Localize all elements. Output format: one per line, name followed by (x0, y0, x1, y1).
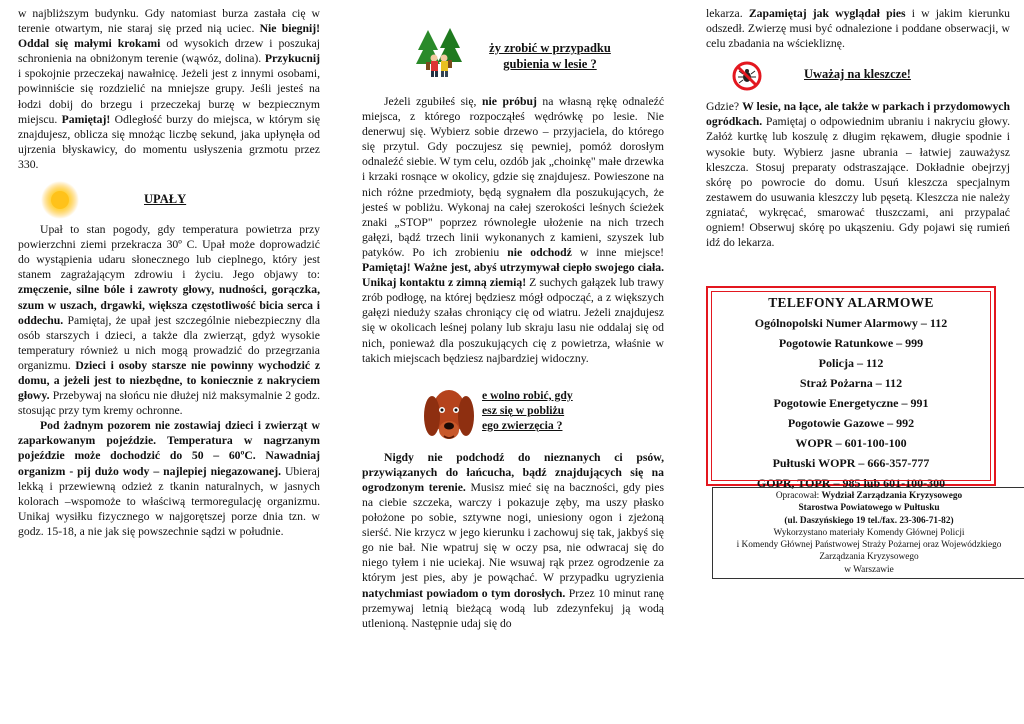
emergency-line: Ogólnopolski Numer Alarmowy – 112 (754, 316, 948, 330)
tick-section-header (706, 57, 1010, 99)
column-right (706, 6, 1010, 250)
sun-icon (40, 180, 80, 220)
storm-bold-3: Pamiętaj! (61, 112, 111, 126)
tick-paragraph (706, 99, 1010, 250)
tick-text-2: Pamiętaj o odpowiednim ubraniu i nakryciu głowy. Załóż kurtkę lub koszulę z długim rękawem, długie spodnie i wysokie buty. Wybierz jasne ubrania – łatwiej zauważysz kleszcza. Stosuj preparaty odstraszające. Dokładnie obejrzyj skórę po powrocie do domu. Usuń kleszcza specjalnym zestawem do usuwania kleszczy lub pęsetą. Kleszcza nie należy zgniatać, wykręcać, smarować tłuszczami, ani przypalać ogniem! Obserwuj skórę po ukąszeniu. Gdy pojawi się rumień idź do lekarza. (706, 115, 1011, 250)
lost-bold-1: nie próbuj (482, 95, 537, 108)
car-text: Ubieraj lekką i przewiewną odzież z tkanin naturalnych, w jasnych kolorach –wspomoże to właściwą termoregulację organizmu. Unikaj wysiłku fizycznego w najgorętszej porze dnia tzn. w godz. 15-18, a nie jak się powszechnie sądzi w południe. (18, 464, 321, 538)
dog-cont-text-2: i w jakim kierunku odszedł. Zwierzę musi być odnalezione i poddane obserwacji, w celu zbadania na wściekliznę. (706, 7, 1011, 51)
storm-text-3: i spokojnie przeczekaj nawałnicę. Jeżeli jest z innymi osobami, powinniście się rozdzielić na mniejsze grupy. Jeśli jesteś na łodzi dobij do brzegu i przeczekaj burzę w bezpiecznym miejscu. (18, 67, 320, 126)
heat-text-1: Upał to stan pogody, gdy temperatura powietrza przy powierzchni ziemi przekracza 30º C. Upał może doprowadzić do wystąpienia udaru słonecznego lub cieplnego, który jest stanem zagrażającym zdrowiu i życiu. Jego objawy to: (18, 223, 320, 282)
car-bold: Pod żadnym pozorem nie zostawiaj dzieci i zwierząt w zaparkowanym pojeździe. Temperatura w nagrzanym pojeździe może dochodzić do 50 – 60ºC. Nawadniaj organizm - pij dużo wody – najlepiej niegazowanej. (18, 419, 320, 478)
lost-section-header (362, 28, 664, 100)
credits-source-2: i Komendy Głównej Państwowej Straży Pożarnej oraz Wojewódzkiego (736, 540, 1002, 551)
dog-bold-1: Nigdy nie podchodź do nieznanych ci psów, przywiązanych do łańcucha, bądź znajdujących się na ogrodzonym terenie. (362, 450, 664, 494)
emergency-line: GOPR, TOPR – 985 lub 601-100-300 (756, 476, 946, 490)
storm-bold-1: Nie biegnij! Oddal się małymi krokami (18, 22, 321, 51)
heat-section-header (18, 180, 320, 220)
credits-address: (ul. Daszyńskiego 19 tel./fax. 23-306-71-82) (784, 515, 954, 526)
heat-title: UPAŁY (144, 192, 187, 207)
dog-cont-bold: Zapamiętaj jak wyglądał pies (748, 7, 906, 20)
credits-line-1 (713, 490, 1024, 502)
dog-title-line-3: ego zwierzęcia ? (482, 418, 563, 432)
lost-bold-3: Pamiętaj! Ważne jest, abyś utrzymywał ciepło swojego ciała. Unikaj kontaktu z zimną ziemią! (362, 261, 664, 290)
lost-title-line-1: ży zrobić w przypadku (489, 41, 611, 55)
heat-text-2: Pamiętaj, że upał jest szczególnie niebezpieczny dla osób starszych i dzieci, a także dla zwierząt, gdyż wysokie temperatury również u nich mogą prowadzić do przegrzania organizmu. (18, 313, 321, 372)
dog-title-line-1: e wolno robić, gdy (482, 388, 573, 402)
tick-text-1: Gdzie? (706, 100, 740, 114)
credits-org-2: Starostwa Powiatowego w Pułtusku (798, 503, 940, 514)
dog-paragraph (362, 450, 664, 631)
tick-bold: W lesie, na łące, ale także w parkach i przydomowych ogródkach. (706, 100, 1010, 129)
emergency-phones-title: TELEFONY ALARMOWE (768, 295, 934, 310)
column-left (18, 6, 320, 539)
storm-text-4: Odległość burzy do miejsca, w którym się znajdujesz, oblicza się mnożąc liczbę sekund, jaka upłynęła od ujrzenia błyskawicy, do momentu usłyszenia grzmotu przez 330. (18, 112, 321, 171)
heat-bold-2: Dzieci i osoby starsze nie powinny wychodzić z domu, a jeżeli jest to niezbędne, to koniecznie z nakryciem głowy. (18, 358, 321, 403)
credits-org-1: Wydział Zarządzania Kryzysowego (821, 491, 963, 501)
lost-text-1: Jeżeli zgubiłeś się, (384, 95, 477, 108)
emergency-line: Pogotowie Ratunkowe – 999 (778, 336, 924, 350)
dog-text-2: Przez 10 minut ranę przemywaj letnią bieżącą wodą lub zdezynfekuj ją wodą utlenioną. Następnie udaj się do (362, 586, 664, 630)
dog-text-1: Musisz mieć się na baczności, gdy pies na ciebie szczeka, warczy i pokazuje zęby, ma uszy płasko położone po sobie, sztywne nogi, uniesiony ogon i zjeżoną sierść. Nie krzycz w jego kierunku i zachowuj się tak, jakbyś się go nie bał. Nie wpatruj się w oczy psa, nie odwracaj się do niego tyłem i nie uciekaj. Nie wsuwaj rąk przez ogrodzenie za którym jest pies, aby je powąchać. W przypadku ugryzienia (362, 480, 665, 585)
storm-text-2: od wysokich drzew i poszukaj schronienia na obniżonym terenie (wąwóz, dolina). (18, 37, 321, 66)
dog-title-line-2: esz się w pobliżu (482, 403, 565, 417)
lost-paragraph (362, 94, 664, 366)
emergency-line: Pogotowie Energetyczne – 991 (773, 396, 929, 410)
emergency-phones-box (706, 286, 996, 490)
emergency-line: WOPR – 601-100-100 (795, 436, 907, 450)
credits-prefix: Opracował: (775, 491, 820, 501)
dog-cont-text-1: lekarza. (706, 7, 743, 20)
emergency-line: Pułtuski WOPR – 666-357-777 (772, 456, 930, 470)
dog-bold-2: natychmiast powiadom o tym dorosłych. (362, 586, 566, 600)
emergency-line: Straż Pożarna – 112 (799, 376, 903, 390)
lost-text-2: na własną rękę odnaleźć miejsca, z którego rozpocząłeś wędrówkę po lesie. Nie denerwuj się. Wybierz sobie drzewo – przyjaciela, do którego się przytul. Gdy poczujesz się pewniej, pomóż dorosłym odnaleźć siebie. W tym celu, ozdób jak „choinkę" małe drzewka i krzaki rosnące w okolicy, gdzie się znajdujesz. Powieszone na nich różne przedmioty, będą sygnałem dla poszukujących, że jesteś w pobliżu. Wykonaj na całej szerokości leśnych ścieżek znaki „STOP" poprzez równoległe ułożenie na nich trzech gałęzi, bądź trzech linii wykonanych z kamieni, szyszek lub patyków. Po ich zrobieniu (362, 95, 665, 259)
heat-bold-1: zmęczenie, silne bóle i zawroty głowy, nudności, gorączka, szum w uszach, drgawki, większa częstotliwość bicia serca i oddechu. (18, 283, 320, 327)
tick-title: Uważaj na kleszcze! (804, 67, 911, 82)
emergency-line: Policja – 112 (818, 356, 884, 370)
lost-bold-2: nie odchodź (507, 245, 572, 259)
credits-source-4: w Warszawie (844, 564, 894, 575)
lost-title-line-2: gubienia w lesie ? (503, 57, 597, 71)
emergency-line: Pogotowie Gazowe – 992 (787, 416, 915, 430)
storm-paragraph (18, 6, 320, 172)
dog-continued-paragraph (706, 6, 1010, 51)
credits-source-1: Wykorzystano materiały Komendy Głównej Policji (773, 527, 965, 538)
credits-box (712, 487, 1024, 579)
heat-paragraph (18, 222, 320, 418)
lost-text-4: Z suchych gałązek lub trawy zrób podłogę, na której będziesz mógł odpocząć, a z większych gałęzi nieduży szałas chroniący cię od wiatru. Jeżeli znajdujesz się w okolicach leśnej polany lub skraju lasu nie oddalaj się od nich, ponieważ dla poszukujących cię z powietrza, właśnie w takich miejscach będziesz najbardziej widoczny. (362, 276, 665, 365)
heat-text-3: Przebywaj na słońcu nie dłużej niż maksymalnie 2 godz. stosując przy tym kremy ochronne. (18, 389, 321, 418)
credits-source-3: Zarządzania Kryzysowego (819, 552, 919, 563)
dog-icon (420, 382, 478, 446)
storm-bold-2: Przykucnij (264, 52, 321, 66)
lost-title (450, 40, 650, 72)
dog-title (482, 388, 573, 433)
lost-text-3: w inne miejsce! (579, 245, 665, 259)
column-middle (362, 6, 664, 631)
car-paragraph (18, 418, 320, 539)
dog-section-header (362, 382, 664, 450)
no-tick-icon (732, 61, 762, 91)
storm-text-1: w najbliższym budynku. Gdy natomiast burza zastała cię w terenie otwartym, nie staraj się przed nią uciec. (18, 7, 320, 36)
